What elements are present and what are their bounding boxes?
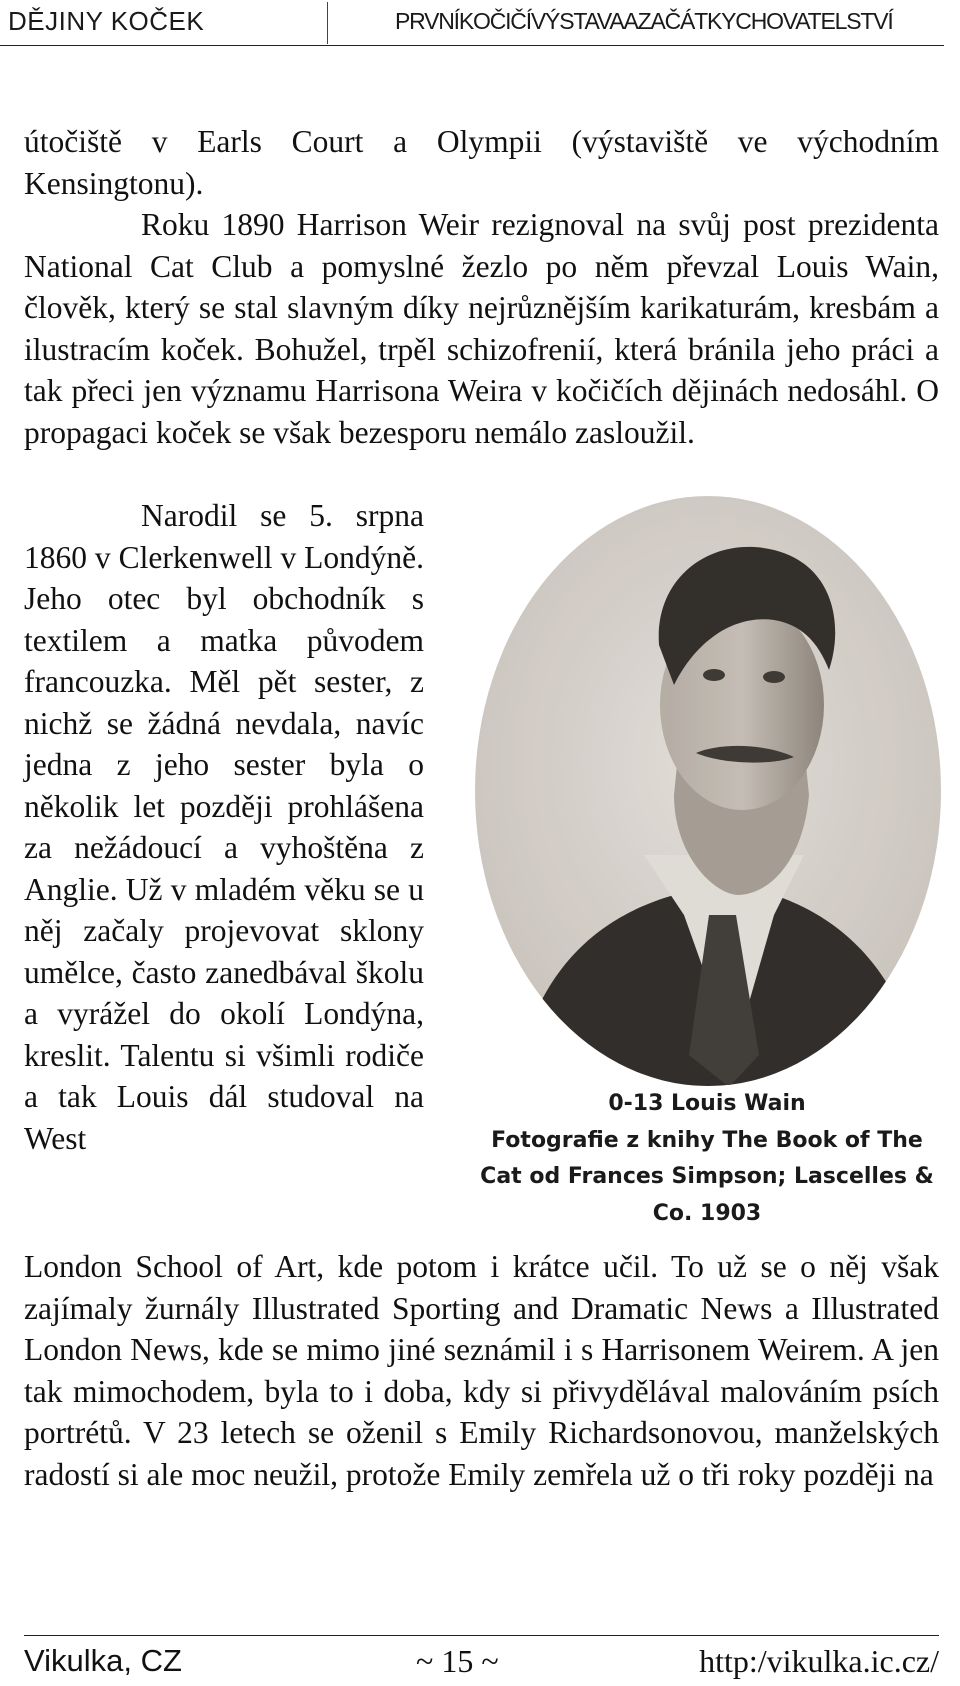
louis-wain-portrait xyxy=(474,495,942,1087)
paragraph-biography-continued: London School of Art, kde potom i krátce učil. To už se o něj však zajímaly žurnály Illustrated Sporting and Dramatic News a Illustrated London News, kde se mimo jiné seznámil i s Harrisonem Weirem. A jen tak mimochodem, byla to i doba, kdy si přivydělával malováním psích portrétů. V 23 letech se oženil s Emily Richardsonovou, manželských radostí si ale moc neužil, protože Emily zemřela už o tři roky později na xyxy=(24,1249,939,1492)
header-chapter-title: PRVNÍKOČIČÍVÝSTAVAAZAČÁTKYCHOVATELSTVÍ xyxy=(395,8,893,34)
header-divider xyxy=(327,2,328,44)
figure-caption xyxy=(462,1086,952,1232)
paragraph-biography-column: Narodil se 5. srpna 1860 v Clerkenwell v Londýně. Jeho otec byl obchodník s textilem a matka původem francouzka. Měl pět sester, z nichž se žádná nevdala, navíc jedna z jeho sester byla o několik let později prohlášena za nežádoucí a vyhoštěna z Anglie. Už v mladém věku se u něj začaly projevovat sklony umělce, často zanedbával školu a vyrážel do okolí Londýna, kreslit. Talentu si všimli rodiče a tak Louis dál studoval na West xyxy=(24,498,424,1156)
running-header xyxy=(0,0,960,46)
header-rule xyxy=(0,45,944,46)
top-text-block xyxy=(24,121,939,453)
header-book-title: DĚJINY KOČEK xyxy=(8,6,205,36)
footer-author: Vikulka, CZ xyxy=(24,1643,182,1678)
paragraph-louis-wain-intro: Roku 1890 Harrison Weir rezignoval na svůj post prezidenta National Cat Club a pomyslné žezlo po něm převzal Louis Wain, člověk, který se stal slavným díky nejrůznějším karikaturám, kresbám a ilustracím koček. Bohužel, trpěl schizofrenií, která bránila jeho práci a tak přeci jen významu Harrisona Weira v kočičích dějinách nedosáhl. O propagaci koček se však bezesporu nemálo zasloužil. xyxy=(24,207,939,450)
footer-rule xyxy=(24,1635,939,1636)
portrait-photo-illustration xyxy=(474,495,942,1087)
footer-url: http:/vikulka.ic.cz/ xyxy=(699,1643,939,1679)
caption-source-line-1: Fotografie z knihy The Book of The xyxy=(491,1127,923,1153)
caption-figure-label: 0-13 Louis Wain xyxy=(608,1091,806,1116)
page-footer xyxy=(24,1637,939,1683)
page-number: ~ 15 ~ xyxy=(416,1643,499,1679)
paragraph-continuation: útočiště v Earls Court a Olympii (výstaviště ve východním Kensingtonu). xyxy=(24,124,939,201)
caption-source-line-2: Cat od Frances Simpson; Lascelles & xyxy=(480,1164,934,1189)
caption-source-line-3: Co. 1903 xyxy=(652,1200,762,1226)
